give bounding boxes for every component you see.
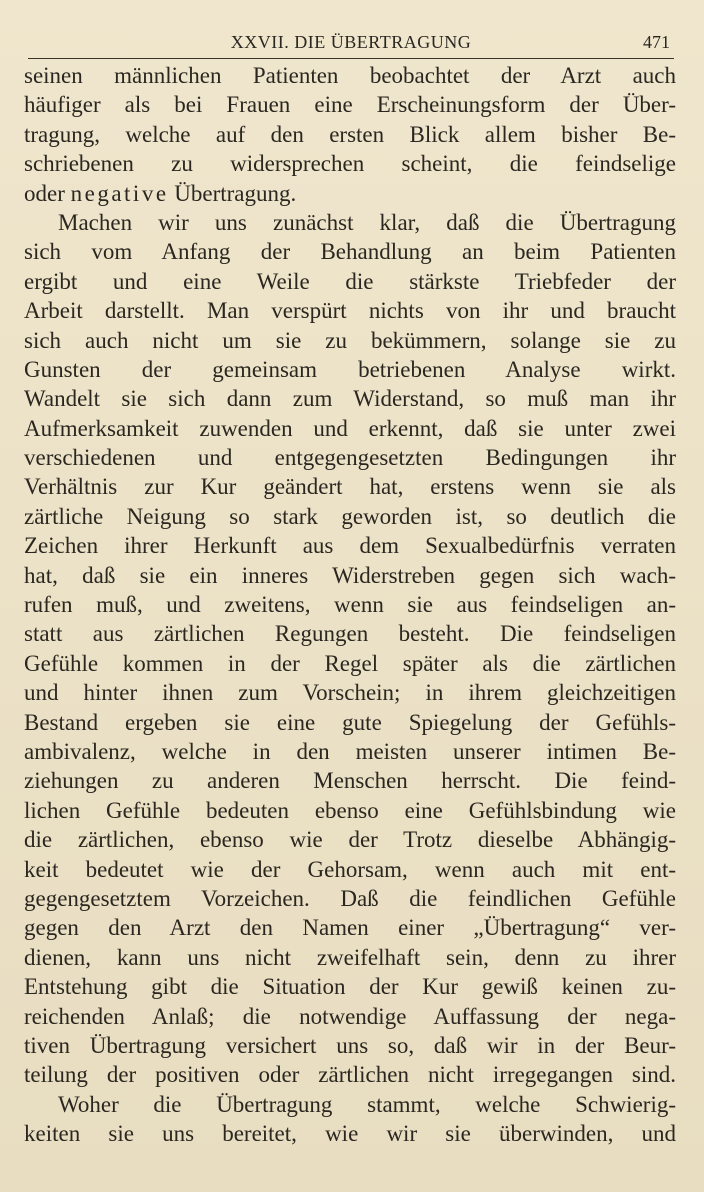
text-line: keit bedeutet wie der Gehorsam, wenn auch mit ent-: [24, 856, 676, 882]
text-line: gegengesetztem Vorzeichen. Daß die feindlichen Gefühle: [24, 885, 676, 911]
text-line: Bestand ergeben sie eine gute Spiegelung der Gefühls-: [24, 709, 676, 735]
text-line: seinen männlichen Patienten beobachtet der Arzt auch: [24, 63, 676, 88]
paragraph-2: [24, 208, 676, 1090]
text-line: hat, daß sie ein inneres Widerstreben gegen sich wach-: [24, 562, 676, 588]
text-line: tragung, welche auf den ersten Blick allem bisher Be-: [24, 121, 676, 147]
text-line: teilung der positiven oder zärtlichen nicht irregegangen sind.: [24, 1062, 676, 1088]
text-line: Machen wir uns zunächst klar, daß die Übertragung: [58, 209, 676, 235]
text-fragment: oder: [24, 180, 71, 206]
text-line: lichen Gefühle bedeuten ebenso eine Gefühlsbindung wie: [24, 797, 676, 823]
text-line: verschiedenen und entgegengesetzten Bedingungen ihr: [24, 445, 676, 471]
text-line: tiven Übertragung versichert uns so, daß wir in der Beur-: [24, 1032, 676, 1058]
text-line: keiten sie uns bereitet, wie wir sie überwinden, und: [24, 1121, 676, 1147]
text-line: reichenden Anlaß; die notwendige Auffassung der nega-: [24, 1003, 676, 1029]
text-fragment: Übertragung.: [168, 180, 297, 206]
text-line: schriebenen zu widersprechen scheint, die feindselige: [24, 151, 676, 177]
text-line: die zärtlichen, ebenso wie der Trotz dieselbe Abhängig-: [24, 827, 676, 853]
header-rule: [28, 58, 674, 59]
text-line: rufen muß, und zweitens, wenn sie aus feindseligen an-: [24, 592, 676, 618]
text-line: häufiger als bei Frauen eine Erscheinungsform der Über-: [24, 92, 676, 118]
paragraph-1: [24, 61, 676, 208]
text-line: Arbeit darstellt. Man verspürt nichts von ihr und braucht: [24, 298, 676, 324]
paragraph-3: [24, 1090, 676, 1149]
text-line: dienen, kann uns nicht zweifelhaft sein, denn zu ihrer: [24, 944, 676, 970]
text-line: zärtliche Neigung so stark geworden ist, so deutlich die: [24, 503, 676, 529]
text-line: statt aus zärtlichen Regungen besteht. Die feindseligen: [24, 621, 676, 647]
running-title: XXVII. DIE ÜBERTRAGUNG: [230, 32, 472, 52]
emphasized-word: negative: [70, 180, 169, 206]
text-line: gegen den Arzt den Namen einer „Übertragung“ ver-: [24, 915, 676, 941]
text-line: sich auch nicht um sie zu bekümmern, solange sie zu: [24, 327, 676, 353]
text-line: ergibt und eine Weile die stärkste Triebfeder der: [24, 268, 676, 294]
body-text: [24, 61, 676, 1148]
text-line: und hinter ihnen zum Vorschein; in ihrem gleichzeitigen: [24, 680, 676, 706]
text-line: Woher die Übertragung stammt, welche Schwierig-: [58, 1091, 676, 1117]
text-line: ambivalenz, welche in den meisten unserer intimen Be-: [24, 738, 676, 764]
text-line: ziehungen zu anderen Menschen herrscht. Die feind-: [24, 768, 676, 794]
text-line: Verhältnis zur Kur geändert hat, erstens wenn sie als: [24, 474, 676, 500]
page-number: 471: [643, 32, 670, 52]
page-header: [28, 28, 674, 58]
text-line: Gunsten der gemeinsam betriebenen Analyse wirkt.: [24, 356, 676, 382]
text-line: Gefühle kommen in der Regel später als die zärtlichen: [24, 650, 676, 676]
text-line: Zeichen ihrer Herkunft aus dem Sexualbedürfnis verraten: [24, 533, 676, 559]
text-line: Wandelt sie sich dann zum Widerstand, so muß man ihr: [24, 386, 676, 412]
text-line: sich vom Anfang der Behandlung an beim Patienten: [24, 239, 676, 265]
text-line: [24, 179, 676, 208]
text-line: Entstehung gibt die Situation der Kur gewiß keinen zu-: [24, 974, 676, 1000]
text-line: Aufmerksamkeit zuwenden und erkennt, daß sie unter zwei: [24, 415, 676, 441]
